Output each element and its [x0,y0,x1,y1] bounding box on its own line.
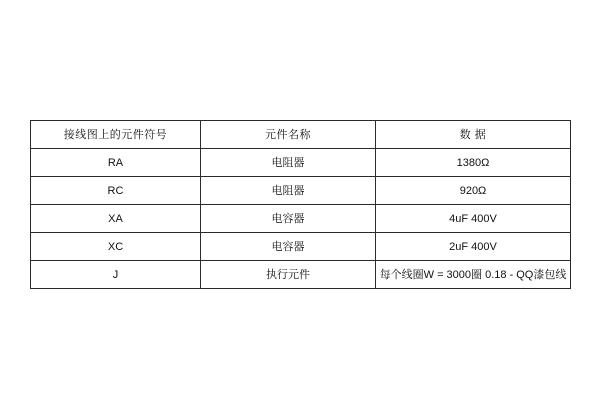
cell-name: 执行元件 [201,261,376,289]
component-spec-table [30,120,571,289]
cell-symbol: J [31,261,201,289]
table-row [31,149,571,177]
spec-table-container [30,120,570,289]
column-header-symbol: 接线图上的元件符号 [31,121,201,149]
column-header-name: 元件名称 [201,121,376,149]
table-row [31,205,571,233]
cell-symbol: XC [31,233,201,261]
table-row [31,261,571,289]
cell-value: 4uF 400V [376,205,571,233]
cell-symbol: RA [31,149,201,177]
cell-name: 电阻器 [201,177,376,205]
cell-symbol: RC [31,177,201,205]
cell-name: 电阻器 [201,149,376,177]
cell-name: 电容器 [201,233,376,261]
table-row [31,177,571,205]
cell-value: 每个线圈W = 3000圈 0.18 - QQ漆包线 [376,261,571,289]
cell-value: 1380Ω [376,149,571,177]
cell-value: 920Ω [376,177,571,205]
cell-value: 2uF 400V [376,233,571,261]
cell-name: 电容器 [201,205,376,233]
table-header-row [31,121,571,149]
cell-symbol: XA [31,205,201,233]
table-row [31,233,571,261]
column-header-data: 数 据 [376,121,571,149]
